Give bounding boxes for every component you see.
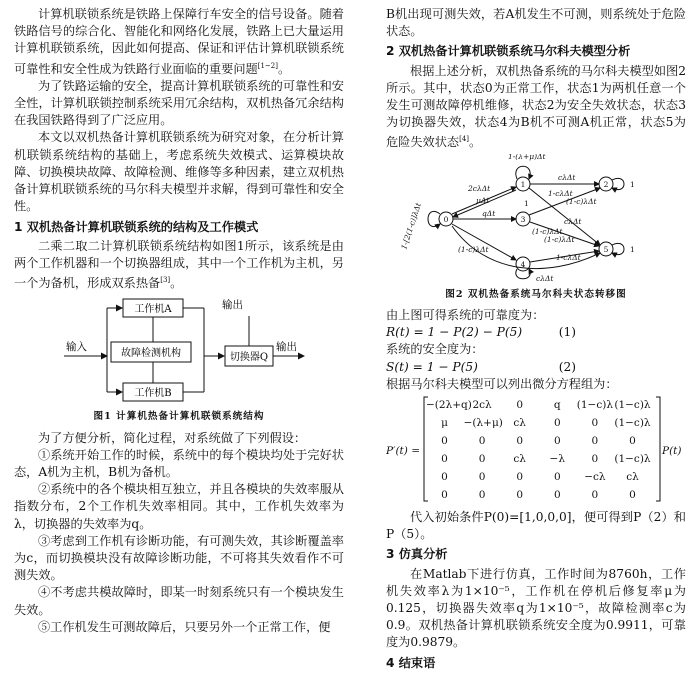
- matrix-row: −(2λ+q) 2cλ 0 q (1−c)λ (1−c)λ: [426, 398, 651, 411]
- label-top: 1-(λ+μ)Δt: [508, 153, 546, 161]
- figure-1-diagram: [14, 296, 344, 406]
- matrix-row: 0 0 0 0 0 0: [441, 488, 636, 501]
- svg-text:cλΔt: cλΔt: [558, 172, 576, 182]
- section-heading: 1 双机热备计算机联锁系统的结构及工作模式: [14, 219, 259, 234]
- svg-text:(1-c)λΔt: (1-c)λΔt: [532, 226, 563, 236]
- matrix-row: μ −(λ+μ) cλ 0 0 (1−c)λ: [441, 416, 651, 429]
- figure-1-caption: 图1 计算机热备计算机联锁系统结构: [93, 411, 265, 423]
- svg-text:5: 5: [603, 244, 609, 254]
- figure-1: [14, 296, 344, 406]
- assumption-2: ②系统中的各个模块相互独立，并且各模块的失效率服从指数分布，2个工作机失效率相同。其中，工作机失效率为λ，切换器的失效率为q。: [14, 482, 344, 531]
- workstation-a-label: 工作机A: [134, 304, 172, 316]
- svg-text:0: 0: [443, 214, 449, 224]
- markov-diagram: [386, 154, 686, 284]
- svg-text:4: 4: [520, 259, 526, 269]
- output-label: 输出: [276, 341, 297, 354]
- self-loop-2: [612, 178, 624, 189]
- intro-paragraph: 计算机联锁系统是铁路上保障行车安全的信号设备。随着铁路信号的综合化、智能化和网络化发展，铁路上已大量运用计算机联锁系统，因此如何提高、保证和评估计算机联锁系统可靠性和安全性成为铁路行业面临的重要问题[1~2]。: [14, 7, 344, 76]
- matrix-row: 0 0 cλ −λ 0 (1−c)λ: [441, 452, 651, 465]
- svg-text:1: 1: [520, 179, 526, 189]
- switch-label: 切换器Q: [229, 352, 269, 364]
- paragraph: 在Matlab下进行仿真，工作时间为8760h，工作机失效率λ为1×10⁻⁵，工作机在停机后修复率μ为0.125，切换器失效率q为1×10⁻⁵，故障检测率c为0.9。双机热备计算机联锁系统安全度为0.9911，可靠度为0.9879。: [386, 566, 686, 650]
- paragraph: 系统的安全度为：: [386, 342, 484, 357]
- svg-text:2cλΔt: 2cλΔt: [468, 183, 491, 193]
- left-column: [14, 6, 344, 636]
- matrix-row: 0 0 0 0 −cλ cλ: [441, 470, 639, 483]
- svg-text:1: 1: [630, 179, 635, 189]
- assumption-5: ⑤工作机发生可测故障后，只要另外一个正常工作，便: [38, 619, 331, 634]
- matrix-rhs: P(t): [662, 444, 682, 457]
- svg-text:3: 3: [520, 214, 526, 224]
- equation-1: R(t) = 1 − P(2) − P(5) (1): [386, 325, 576, 340]
- figure-2-caption: 图2 双机热备系统马尔科夫状态转移图: [445, 288, 627, 300]
- paragraph: 根据马尔科夫模型可以列出微分方程组为：: [386, 376, 618, 391]
- assumption-4: ④不考虑共模故障时，即某一时刻系统只有一个模块发生失效。: [14, 585, 344, 617]
- svg-text:1: 1: [630, 244, 635, 254]
- self-loop-0: [428, 211, 440, 226]
- svg-text:μΔt: μΔt: [476, 195, 490, 205]
- self-loop-5: [612, 243, 624, 254]
- paragraph: 二乘二取二计算机联锁系统结构如图1所示，该系统是由两个工作机器和一个切换器组成，其中一个工作机为主机，另一个为备机，形成双系热备[3]。: [14, 238, 344, 291]
- label-left: 1-[2(1-c)]λΔt: [399, 201, 423, 251]
- section-heading: 4 结束语: [386, 655, 436, 670]
- section-heading: 3 仿真分析: [386, 547, 448, 562]
- paragraph: 为了铁路运输的安全，提高计算机联锁系统的可靠性和安全性，计算机联锁控制系统采用冗余结构，双机热备冗余结构在我国铁路得到了广泛应用。: [14, 78, 344, 128]
- citation: [1~2]: [257, 61, 278, 70]
- differential-equation-matrix: [386, 395, 686, 505]
- assumption-1: ①系统开始工作的时候，系统中的每个模块均处于完好状态，A机为主机，B机为备机。: [14, 447, 344, 479]
- input-label: 输入: [66, 341, 87, 354]
- output-top-label: 输出: [222, 299, 243, 312]
- fault-detection-label: 故障检测机构: [121, 348, 181, 360]
- svg-text:cλΔt: cλΔt: [564, 216, 582, 226]
- svg-text:2: 2: [603, 179, 609, 189]
- figure-2: [386, 154, 686, 284]
- paragraph: 代入初始条件P(0)=[1,0,0,0]，便可得到P（2）和P（5）。: [386, 509, 686, 542]
- svg-text:(1-c)λΔt: (1-c)λΔt: [544, 234, 575, 244]
- paragraph: 本文以双机热备计算机联锁系统为研究对象，在分析计算机联锁系统结构的基础上，考虑系统失效模式、运算模块故障、切换模块故障、故障检测、维修等多种因素，建立双机热备计算机联锁系统的马尔科夫模型并求解，得到可靠性和安全性。: [14, 130, 344, 214]
- svg-text:1: 1: [524, 198, 529, 208]
- citation: [4]: [459, 135, 470, 144]
- workstation-b-label: 工作机B: [134, 388, 172, 400]
- svg-text:(1-c)λΔt: (1-c)λΔt: [566, 196, 597, 206]
- right-column: [386, 6, 686, 674]
- equation-2: S(t) = 1 − P(5) (2): [386, 359, 576, 374]
- matrix-lhs: P′(t) =: [386, 444, 420, 457]
- svg-text:1-cλΔt: 1-cλΔt: [556, 252, 581, 262]
- svg-text:cλΔt: cλΔt: [536, 273, 554, 283]
- citation: [3]: [160, 276, 171, 285]
- paragraph: 由上图可得系统的可靠度为：: [386, 307, 545, 322]
- svg-text:(1-c)λΔt: (1-c)λΔt: [458, 244, 489, 254]
- paragraph: B机出现可测失效，若A机发生不可测，则系统处于危险状态。: [386, 7, 686, 39]
- section-heading: 2 双机热备计算机联锁系统马尔科夫模型分析: [386, 44, 631, 59]
- svg-text:1-cλΔt: 1-cλΔt: [548, 188, 573, 198]
- svg-text:qΔt: qΔt: [482, 208, 496, 218]
- paragraph: 根据上述分析，双机热备系统的马尔科夫模型如图2所示。其中，状态0为正常工作，状态1为两机任意一个发生可测故障停机维修，状态2为安全失效状态，状态3为切换器失效，状态4为B机不可测A机正常，状态5为危险失效状态[4]。: [386, 63, 686, 150]
- paragraph: 为了方便分析，简化过程，对系统做了下列假设：: [38, 430, 307, 445]
- matrix-row: 0 0 0 0 0 0: [441, 434, 636, 447]
- assumption-3: ③考虑到工作机有诊断功能，有可测失效，其诊断覆盖率为c，而切换模块没有故障诊断功能，不可将其失效看作不可测失效。: [14, 533, 344, 583]
